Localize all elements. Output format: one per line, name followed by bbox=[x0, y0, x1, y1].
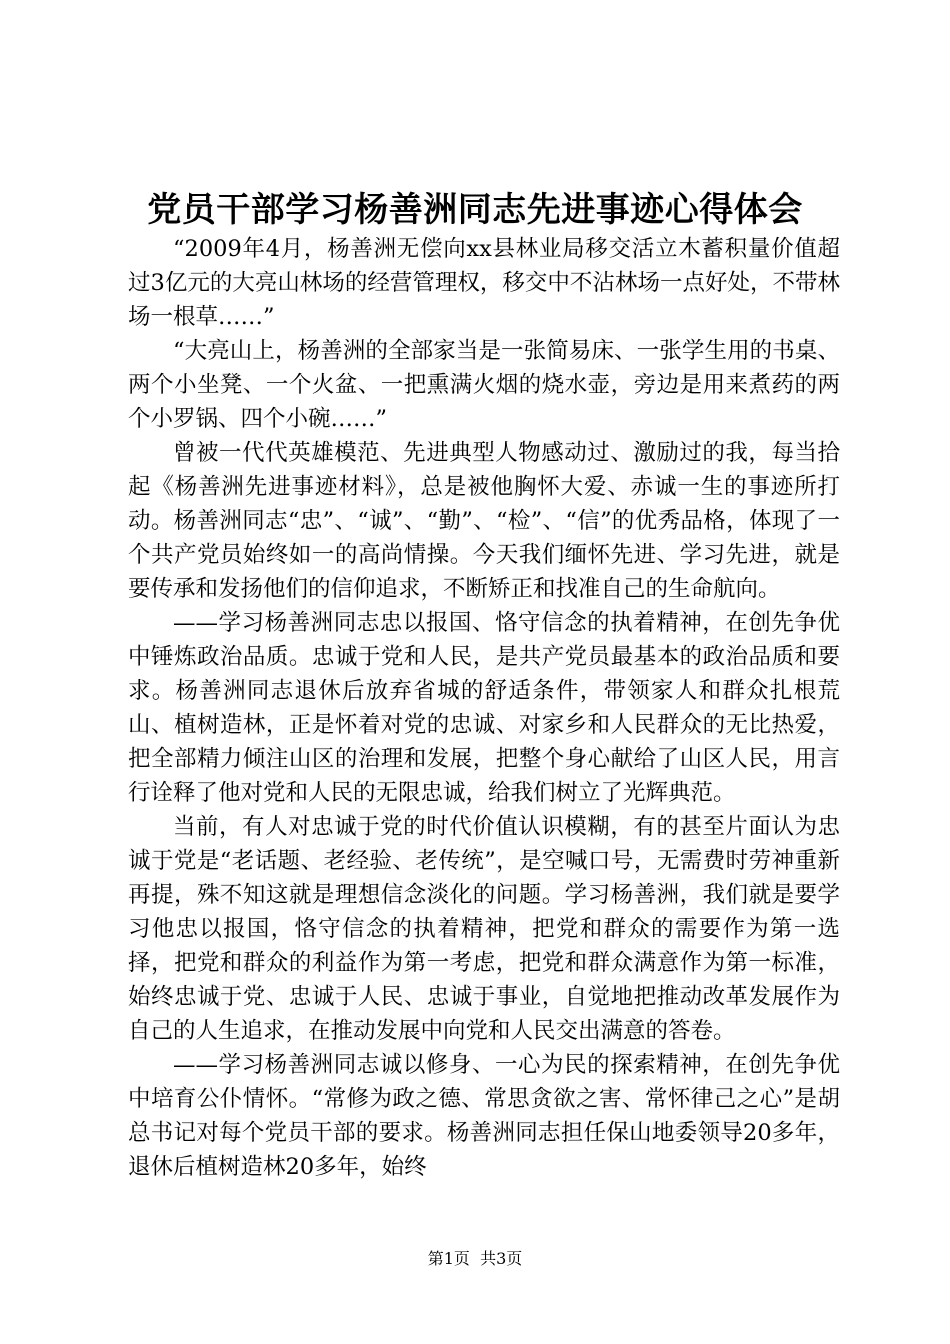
paragraph-2: “大亮山上，杨善洲的全部家当是一张简易床、一张学生用的书桌、两个小坐凳、一个火盆、一把熏满火烟的烧水壶，旁边是用来煮药的两个小罗锅、四个小碗……” bbox=[128, 338, 840, 432]
paragraph-4: ——学习杨善洲同志忠以报国、恪守信念的执着精神，在创先争优中锤炼政治品质。忠诚于党和人民，是共产党员最基本的政治品质和要求。杨善洲同志退休后放弃省城的舒适条件，带领家人和群众扎根荒山、植树造林，正是怀着对党的忠诚、对家乡和人民群众的无比热爱，把全部精力倾注山区的治理和发展，把整个身心献给了山区人民，用言行诠释了他对党和人民的无限忠诚，给我们树立了光辉典范。 bbox=[128, 610, 840, 806]
paragraph-1: “2009年4月，杨善洲无偿向xx县林业局移交活立木蓄积量价值超过3亿元的大亮山林场的经营管理权，移交中不沾林场一点好处，不带林场一根草……” bbox=[128, 236, 840, 330]
document-body bbox=[128, 232, 840, 1184]
page-number-footer: 第1页 共3页 bbox=[427, 1249, 523, 1268]
paragraph-3: 曾被一代代英雄模范、先进典型人物感动过、激励过的我，每当拾起《杨善洲先进事迹材料》，总是被他胸怀大爱、赤诚一生的事迹所打动。杨善洲同志“忠”、“诚”、“勤”、“检”、“信”的优秀品格，体现了一个共产党员始终如一的高尚情操。今天我们缅怀先进、学习先进，就是要传承和发扬他们的信仰追求，不断矫正和找准自己的生命航向。 bbox=[128, 440, 840, 602]
document-title: 党员干部学习杨善洲同志先进事迹心得体会 bbox=[147, 190, 803, 230]
paragraph-6: ——学习杨善洲同志诚以修身、一心为民的探索精神，在创先争优中培育公仆情怀。“常修为政之德、常思贪欲之害、常怀律己之心”是胡总书记对每个党员干部的要求。杨善洲同志担任保山地委领导20多年，退休后植树造林20多年，始终 bbox=[128, 1052, 840, 1180]
paragraph-5: 当前，有人对忠诚于党的时代价值认识模糊，有的甚至片面认为忠诚于党是“老话题、老经验、老传统”，是空喊口号，无需费时劳神重新再提，殊不知这就是理想信念淡化的问题。学习杨善洲，我们就是要学习他忠以报国，恪守信念的执着精神，把党和群众的需要作为第一选择，把党和群众的利益作为第一考虑，把党和群众满意作为第一标准，始终忠诚于党、忠诚于人民、忠诚于事业，自觉地把推动改革发展作为自己的人生追求，在推动发展中向党和人民交出满意的答卷。 bbox=[128, 814, 840, 1044]
